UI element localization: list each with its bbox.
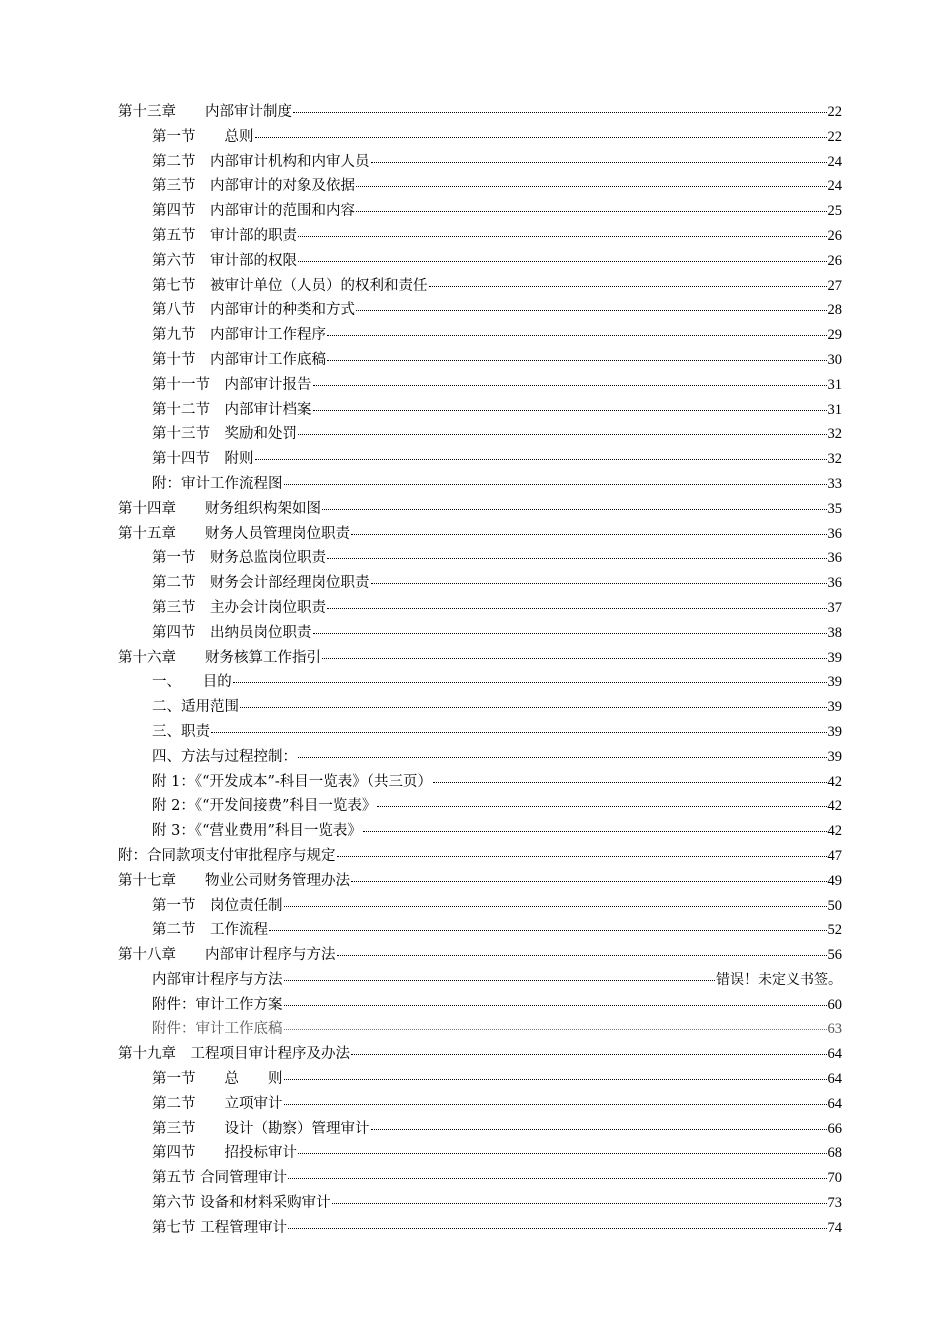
toc-entry-title: 第十一节 内部审计报告 xyxy=(152,376,312,393)
toc-entry-page-number: 64 xyxy=(827,1095,842,1112)
toc-entry[interactable] xyxy=(118,298,842,323)
toc-entry[interactable] xyxy=(118,398,842,423)
dot-leader xyxy=(240,706,827,708)
toc-entry[interactable] xyxy=(118,1191,842,1216)
toc-entry[interactable] xyxy=(118,1141,842,1166)
toc-entry-title: 附 3：《“营业费用”科目一览表》 xyxy=(152,823,362,840)
toc-entry[interactable] xyxy=(118,373,842,398)
dot-leader xyxy=(298,260,827,262)
toc-entry-title: 第十六章 财务核算工作指引 xyxy=(118,649,321,666)
dot-leader xyxy=(371,1128,827,1130)
table-of-contents xyxy=(118,100,842,1241)
toc-entry[interactable] xyxy=(118,100,842,125)
toc-entry-title: 第十八章 内部审计程序与方法 xyxy=(118,947,336,964)
toc-entry-title: 第一节 总 则 xyxy=(152,1071,283,1088)
dot-leader xyxy=(332,1202,827,1204)
toc-entry-page-number: 29 xyxy=(827,327,842,344)
toc-entry[interactable] xyxy=(118,1067,842,1092)
dot-leader xyxy=(327,359,827,361)
toc-entry[interactable] xyxy=(118,894,842,919)
dot-leader xyxy=(337,954,827,956)
toc-entry-title: 附 2：《“开发间接费”科目一览表》 xyxy=(152,798,377,815)
dot-leader xyxy=(298,433,827,435)
dot-leader xyxy=(377,805,826,807)
toc-entry[interactable] xyxy=(118,1092,842,1117)
dot-leader xyxy=(351,1053,827,1055)
toc-entry-title: 附 1：《“开发成本”-科目一览表》（共三页） xyxy=(152,773,433,790)
dot-leader xyxy=(293,111,827,113)
toc-entry-page-number: 60 xyxy=(827,996,842,1013)
toc-entry[interactable] xyxy=(118,422,842,447)
toc-entry-title: 附件：审计工作方案 xyxy=(152,996,283,1013)
toc-entry[interactable] xyxy=(118,1166,842,1191)
toc-entry[interactable] xyxy=(118,770,842,795)
toc-entry[interactable] xyxy=(118,621,842,646)
toc-entry-page-number: 25 xyxy=(827,203,842,220)
toc-entry-title: 第七节 工程管理审计 xyxy=(152,1219,288,1236)
toc-entry[interactable] xyxy=(118,794,842,819)
toc-entry[interactable] xyxy=(118,522,842,547)
dot-leader xyxy=(255,458,827,460)
toc-entry-title: 第十四章 财务组织构架如图 xyxy=(118,500,321,517)
toc-entry[interactable] xyxy=(118,1042,842,1067)
toc-entry-title: 第二节 立项审计 xyxy=(152,1095,283,1112)
toc-entry-title: 第三节 内部审计的对象及依据 xyxy=(152,178,355,195)
toc-entry-title: 第五节 审计部的职责 xyxy=(152,227,297,244)
toc-entry[interactable] xyxy=(118,1017,842,1042)
toc-entry-page-number: 30 xyxy=(827,351,842,368)
toc-entry-title: 第十五章 财务人员管理岗位职责 xyxy=(118,525,350,542)
toc-entry-title: 第四节 内部审计的范围和内容 xyxy=(152,203,355,220)
toc-entry-page-number: 50 xyxy=(827,897,842,914)
dot-leader xyxy=(284,1078,827,1080)
toc-entry-title: 第一节 总则 xyxy=(152,128,254,145)
toc-entry-page-number: 42 xyxy=(827,823,842,840)
toc-entry-page-number: 27 xyxy=(827,277,842,294)
toc-entry-title: 第二节 工作流程 xyxy=(152,922,268,939)
dot-leader xyxy=(351,533,827,535)
dot-leader xyxy=(284,1103,827,1105)
toc-entry-page-number: 31 xyxy=(827,376,842,393)
dot-leader xyxy=(284,905,827,907)
dot-leader xyxy=(351,880,827,882)
toc-entry-page-number: 38 xyxy=(827,624,842,641)
toc-entry-title: 四、方法与过程控制： xyxy=(152,748,297,765)
toc-entry[interactable] xyxy=(118,968,842,993)
toc-entry-title: 第七节 被审计单位（人员）的权利和责任 xyxy=(152,277,428,294)
toc-entry[interactable] xyxy=(118,943,842,968)
toc-entry-title: 三、职责 xyxy=(152,723,210,740)
toc-entry-title: 第一节 财务总监岗位职责 xyxy=(152,550,326,567)
toc-entry-page-number: 42 xyxy=(827,798,842,815)
toc-entry-page-number: 24 xyxy=(827,153,842,170)
toc-entry-page-number: 49 xyxy=(827,872,842,889)
toc-entry-title: 二、适用范围 xyxy=(152,699,239,716)
toc-entry[interactable] xyxy=(118,249,842,274)
dot-leader xyxy=(233,681,827,683)
toc-entry[interactable] xyxy=(118,546,842,571)
toc-entry-title: 第四节 招投标审计 xyxy=(152,1145,297,1162)
dot-leader xyxy=(371,161,827,163)
dot-leader xyxy=(298,235,827,237)
toc-entry-title: 第八节 内部审计的种类和方式 xyxy=(152,302,355,319)
toc-entry[interactable] xyxy=(118,695,842,720)
toc-entry-title: 内部审计程序与方法 xyxy=(152,971,283,988)
dot-leader xyxy=(371,582,827,584)
dot-leader xyxy=(322,657,827,659)
dot-leader xyxy=(284,1028,827,1030)
toc-entry-title: 第四节 出纳员岗位职责 xyxy=(152,624,312,641)
toc-entry-page-number: 68 xyxy=(827,1145,842,1162)
toc-entry-title: 第五节 合同管理审计 xyxy=(152,1170,288,1187)
toc-entry[interactable] xyxy=(118,1117,842,1142)
toc-entry[interactable] xyxy=(118,745,842,770)
toc-entry-page-number: 39 xyxy=(827,748,842,765)
toc-entry[interactable] xyxy=(118,596,842,621)
toc-entry-page-number: 66 xyxy=(827,1120,842,1137)
toc-entry-page-number: 31 xyxy=(827,401,842,418)
toc-entry[interactable] xyxy=(118,869,842,894)
toc-entry-page-number: 64 xyxy=(827,1046,842,1063)
toc-entry-title: 一、 目的 xyxy=(152,674,232,691)
toc-entry[interactable] xyxy=(118,199,842,224)
toc-entry-page-number: 64 xyxy=(827,1071,842,1088)
toc-entry[interactable] xyxy=(118,274,842,299)
toc-entry-page-number: 36 xyxy=(827,550,842,567)
dot-leader xyxy=(356,210,827,212)
toc-entry-title: 第九节 内部审计工作程序 xyxy=(152,327,326,344)
toc-entry-title: 附件：审计工作底稿 xyxy=(152,1021,283,1038)
toc-entry-page-number: 28 xyxy=(827,302,842,319)
toc-entry-title: 附：合同款项支付审批程序与规定 xyxy=(118,847,336,864)
toc-entry-page-number: 26 xyxy=(827,227,842,244)
toc-entry-page-number: 26 xyxy=(827,252,842,269)
toc-entry-page-number: 52 xyxy=(827,922,842,939)
dot-leader xyxy=(356,185,827,187)
toc-entry-page-number: 47 xyxy=(827,847,842,864)
toc-entry-page-number: 39 xyxy=(827,649,842,666)
toc-entry-page-number: 56 xyxy=(827,947,842,964)
dot-leader xyxy=(255,136,827,138)
toc-entry-page-number: 42 xyxy=(827,773,842,790)
toc-entry[interactable] xyxy=(118,472,842,497)
toc-entry[interactable] xyxy=(118,670,842,695)
toc-entry[interactable] xyxy=(118,447,842,472)
toc-entry-page-number: 70 xyxy=(827,1170,842,1187)
toc-entry-title: 第十节 内部审计工作底稿 xyxy=(152,351,326,368)
toc-entry[interactable] xyxy=(118,150,842,175)
dot-leader xyxy=(356,309,827,311)
toc-entry[interactable] xyxy=(118,720,842,745)
dot-leader xyxy=(433,781,826,783)
toc-entry-title: 第十二节 内部审计档案 xyxy=(152,401,312,418)
toc-entry-title: 第三节 设计（勘察）管理审计 xyxy=(152,1120,370,1137)
toc-entry[interactable] xyxy=(118,497,842,522)
toc-entry[interactable] xyxy=(118,571,842,596)
toc-entry-title: 第六节 审计部的权限 xyxy=(152,252,297,269)
dot-leader xyxy=(313,384,827,386)
toc-entry-page-number: 39 xyxy=(827,674,842,691)
toc-entry-page-number: 63 xyxy=(827,1021,842,1038)
toc-entry-page-number: 35 xyxy=(827,500,842,517)
toc-entry[interactable] xyxy=(118,125,842,150)
dot-leader xyxy=(337,855,827,857)
toc-entry[interactable] xyxy=(118,224,842,249)
dot-leader xyxy=(288,1177,826,1179)
toc-entry-page-number: 36 xyxy=(827,575,842,592)
toc-entry-page-number: 36 xyxy=(827,525,842,542)
dot-leader xyxy=(284,483,827,485)
toc-entry-page-number: 74 xyxy=(827,1219,842,1236)
dot-leader xyxy=(284,979,716,981)
toc-entry-title: 第一节 岗位责任制 xyxy=(152,897,283,914)
dot-leader xyxy=(313,632,827,634)
toc-entry-title: 第十七章 物业公司财务管理办法 xyxy=(118,872,350,889)
toc-entry[interactable] xyxy=(118,993,842,1018)
toc-entry-title: 第十四节 附则 xyxy=(152,451,254,468)
toc-entry-page-number: 37 xyxy=(827,599,842,616)
dot-leader xyxy=(327,607,827,609)
toc-entry-title: 第十九章 工程项目审计程序及办法 xyxy=(118,1046,350,1063)
toc-entry-page-number: 39 xyxy=(827,699,842,716)
toc-entry[interactable] xyxy=(118,646,842,671)
toc-entry[interactable] xyxy=(118,323,842,348)
toc-entry[interactable] xyxy=(118,844,842,869)
toc-entry[interactable] xyxy=(118,1216,842,1241)
dot-leader xyxy=(288,1227,826,1229)
toc-entry-page-number: 33 xyxy=(827,475,842,492)
dot-leader xyxy=(429,285,827,287)
toc-entry[interactable] xyxy=(118,819,842,844)
dot-leader xyxy=(298,756,827,758)
toc-entry-page-number: 32 xyxy=(827,451,842,468)
dot-leader xyxy=(327,334,827,336)
toc-entry-title: 第十三节 奖励和处罚 xyxy=(152,426,297,443)
toc-entry-title: 第十三章 内部审计制度 xyxy=(118,104,292,120)
dot-leader xyxy=(363,830,827,832)
toc-entry[interactable] xyxy=(118,918,842,943)
toc-entry[interactable] xyxy=(118,174,842,199)
toc-entry-page-number: 22 xyxy=(827,104,842,120)
toc-entry-page-number: 22 xyxy=(827,128,842,145)
toc-entry-page-number: 73 xyxy=(827,1195,842,1212)
toc-entry-title: 第二节 内部审计机构和内审人员 xyxy=(152,153,370,170)
dot-leader xyxy=(313,409,827,411)
dot-leader xyxy=(269,929,827,931)
toc-entry-page-number: 24 xyxy=(827,178,842,195)
toc-entry-page-number: 39 xyxy=(827,723,842,740)
toc-entry-page-number: 错误！未定义书签。 xyxy=(716,971,842,988)
dot-leader xyxy=(327,557,827,559)
toc-entry-title: 第二节 财务会计部经理岗位职责 xyxy=(152,575,370,592)
toc-entry[interactable] xyxy=(118,348,842,373)
dot-leader xyxy=(322,508,827,510)
toc-entry-page-number: 32 xyxy=(827,426,842,443)
dot-leader xyxy=(298,1152,827,1154)
dot-leader xyxy=(284,1004,827,1006)
dot-leader xyxy=(211,731,827,733)
toc-entry-title: 第三节 主办会计岗位职责 xyxy=(152,599,326,616)
toc-entry-title: 第六节 设备和材料采购审计 xyxy=(152,1195,331,1212)
toc-entry-title: 附：审计工作流程图 xyxy=(152,475,283,492)
